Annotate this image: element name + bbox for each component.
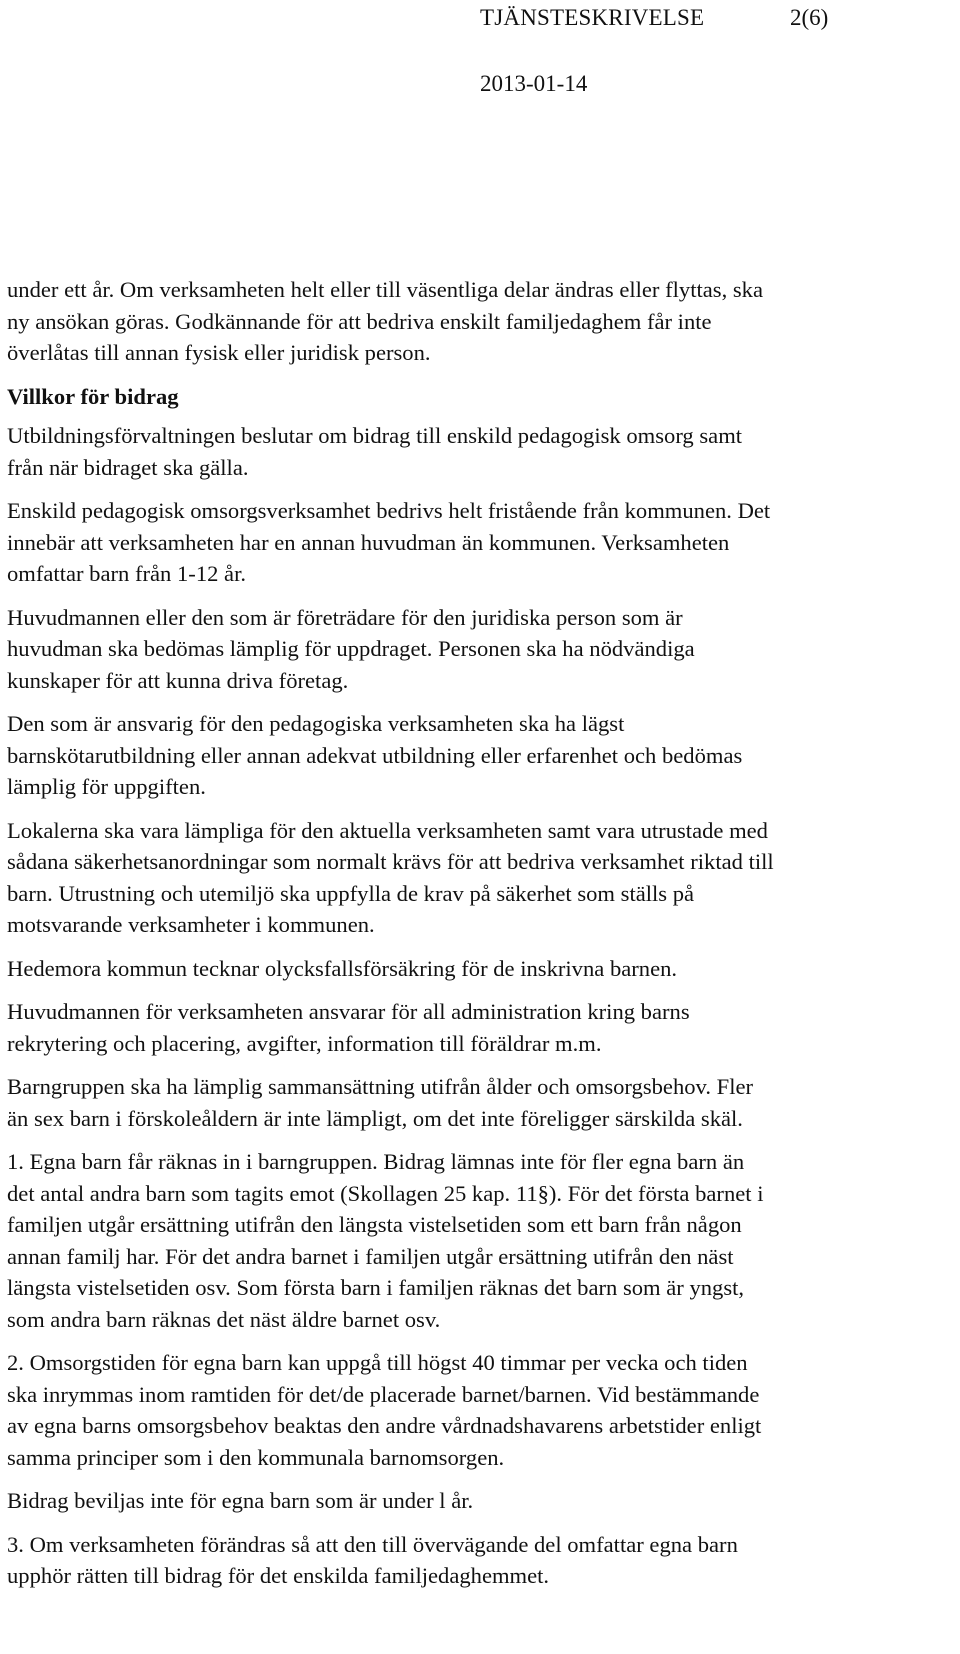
section-heading: Villkor för bidrag <box>7 383 179 409</box>
text-line: samma principer som i den kommunala barnomsorgen. <box>7 1444 505 1470</box>
text-line: ska inrymmas inom ramtiden för det/de placerade barnet/barnen. Vid bestämmande <box>7 1381 760 1407</box>
text-line: barn. Utrustning och utemiljö ska uppfylla de krav på säkerhet som ställs på <box>7 880 695 906</box>
text-line: under ett år. Om verksamheten helt eller till väsentliga delar ändras eller flyttas, ska <box>7 277 763 302</box>
paragraph <box>7 274 947 369</box>
paragraph <box>7 996 947 1059</box>
text-line: från när bidraget ska gälla. <box>7 454 249 480</box>
text-line: 2. Omsorgstiden för egna barn kan uppgå till högst 40 timmar per vecka och tiden <box>7 1350 748 1375</box>
paragraph <box>7 420 947 483</box>
text-line: kunskaper för att kunna driva företag. <box>7 667 349 693</box>
text-line: Lokalerna ska vara lämpliga för den aktuella verksamheten samt vara utrustade med <box>7 817 768 843</box>
text-line: innebär att verksamheten har en annan huvudman än kommunen. Verksamheten <box>7 529 730 555</box>
text-line: upphör rätten till bidrag för det enskilda familjedaghemmet. <box>7 1563 550 1588</box>
text-line: Hedemora kommun tecknar olycksfallsförsäkring för de inskrivna barnen. <box>7 955 678 981</box>
text-line: det antal andra barn som tagits emot (Skollagen 25 kap. 11§). För det första barnet i <box>7 1180 764 1206</box>
page-number: 2(6) <box>790 5 829 30</box>
text-line: än sex barn i förskoleåldern är inte lämpligt, om det inte föreligger särskilda skäl. <box>7 1105 743 1131</box>
document-body <box>7 274 947 1604</box>
text-line: sådana säkerhetsanordningar som normalt krävs för att bedriva verksamhet riktad till <box>7 849 774 874</box>
text-line: 3. Om verksamheten förändras så att den till övervägande del omfattar egna barn <box>7 1531 738 1557</box>
text-line: Bidrag beviljas inte för egna barn som är under l år. <box>7 1488 474 1513</box>
document-date: 2013-01-14 <box>480 71 588 96</box>
paragraph <box>7 953 947 985</box>
text-line: av egna barns omsorgsbehov beaktas den andre vårdnadshavarens arbetstider enligt <box>7 1413 762 1438</box>
text-line: ny ansökan göras. Godkännande för att bedriva enskilt familjedaghem får inte <box>7 308 712 334</box>
paragraph <box>7 1071 947 1134</box>
paragraph <box>7 1529 947 1592</box>
text-line: längsta vistelsetiden osv. Som första barn i familjen räknas det barn som är yngst, <box>7 1275 745 1300</box>
text-line: annan familj har. För det andra barnet i familjen utgår ersättning utifrån den näst <box>7 1243 734 1269</box>
text-line: Utbildningsförvaltningen beslutar om bidrag till enskild pedagogisk omsorg samt <box>7 423 743 448</box>
text-line: Den som är ansvarig för den pedagogiska verksamheten ska ha lägst <box>7 711 625 736</box>
paragraph <box>7 602 947 697</box>
text-line: Huvudmannen eller den som är företrädare för den juridiska person som är <box>7 604 683 630</box>
text-line: motsvarande verksamheter i kommunen. <box>7 912 375 937</box>
text-line: lämplig för uppgiften. <box>7 774 206 799</box>
document-type: TJÄNSTESKRIVELSE <box>480 5 705 30</box>
text-line: överlåtas till annan fysisk eller juridisk person. <box>7 340 431 365</box>
document-header <box>480 0 950 110</box>
text-line: Enskild pedagogisk omsorgsverksamhet bedrivs helt fristående från kommunen. Det <box>7 498 771 523</box>
text-line: 1. Egna barn får räknas in i barngruppen. Bidrag lämnas inte för fler egna barn än <box>7 1149 745 1174</box>
paragraph <box>7 1347 947 1473</box>
text-line: Huvudmannen för verksamheten ansvarar för all administration kring barns <box>7 999 690 1024</box>
text-line: som andra barn räknas det näst äldre barnet osv. <box>7 1306 441 1332</box>
paragraph <box>7 495 947 590</box>
text-line: rekrytering och placering, avgifter, information till föräldrar m.m. <box>7 1030 602 1056</box>
text-line: omfattar barn från 1-12 år. <box>7 561 247 586</box>
text-line: huvudman ska bedömas lämplig för uppdraget. Personen ska ha nödvändiga <box>7 636 695 661</box>
paragraph <box>7 708 947 803</box>
text-line: familjen utgår ersättning utifrån den längsta vistelsetiden som ett barn från någon <box>7 1212 742 1237</box>
paragraph <box>7 1485 947 1517</box>
paragraph <box>7 815 947 941</box>
text-line: barnskötarutbildning eller annan adekvat utbildning eller erfarenhet och bedömas <box>7 742 743 768</box>
text-line: Barngruppen ska ha lämplig sammansättning utifrån ålder och omsorgsbehov. Fler <box>7 1074 754 1099</box>
paragraph <box>7 1146 947 1335</box>
